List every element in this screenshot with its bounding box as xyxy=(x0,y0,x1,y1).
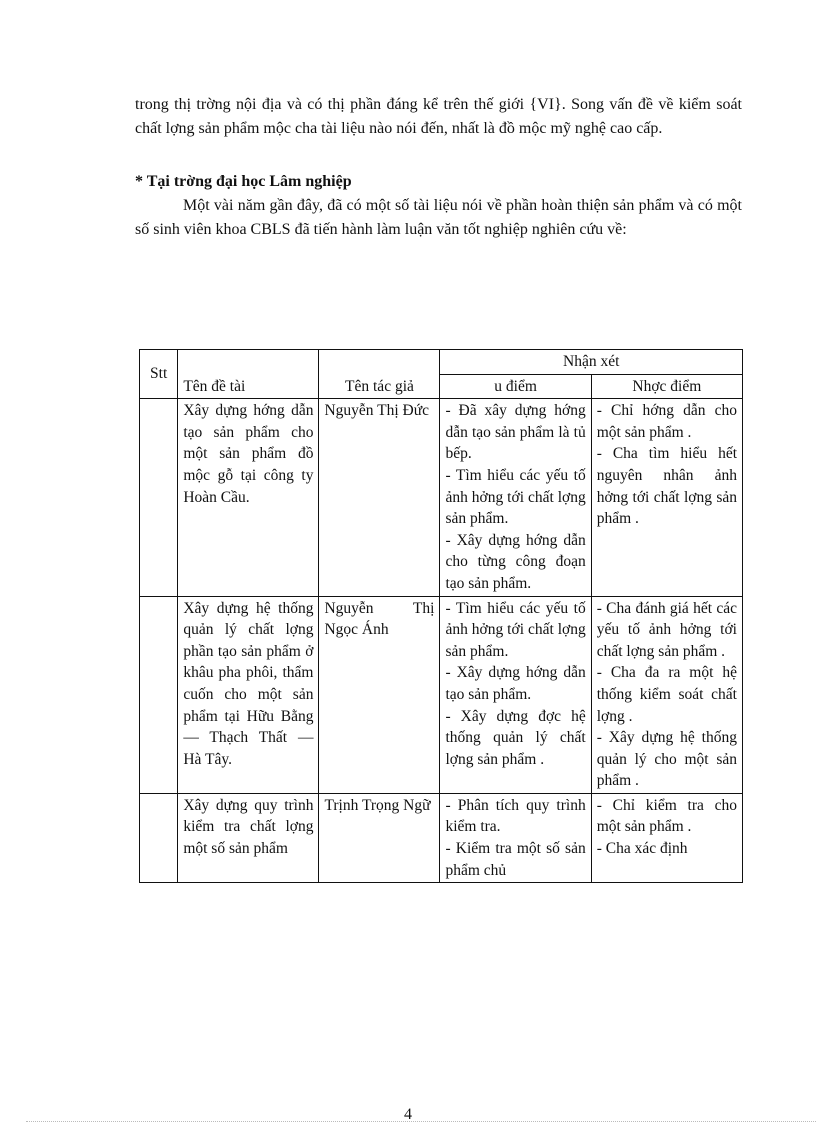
header-stt: Stt xyxy=(140,350,178,399)
row-stt xyxy=(140,399,178,596)
advantage-item: - Xây dựng hớng dẫn cho từng công đoạn tạo sản phẩm. xyxy=(445,531,586,592)
row-disadvantages xyxy=(591,399,742,596)
header-title: Tên đề tài xyxy=(178,350,319,399)
disadvantage-item: - Cha đa ra một hệ thống kiểm soát chất lợng . xyxy=(596,664,737,725)
header-author: Tên tác giả xyxy=(319,350,440,399)
disadvantage-item: - Cha xác định xyxy=(596,840,688,858)
row-author: Nguyễn Thị Đức xyxy=(319,399,440,596)
advantage-item: - Tìm hiểu các yếu tố ảnh hởng tới chất lợng sản phẩm. xyxy=(445,466,586,528)
row-advantages xyxy=(440,596,591,793)
thesis-review-table xyxy=(139,349,743,883)
disadvantage-item: - Chỉ hớng dẫn cho một sản phẩm . xyxy=(596,402,737,441)
header-advantages: u điểm xyxy=(440,374,591,399)
advantage-item: - Phân tích quy trình kiểm tra. xyxy=(445,796,586,836)
row-disadvantages xyxy=(591,596,742,793)
row-title: Xây dựng hệ thống quản lý chất lợng phần tạo sản phẩm ở khâu pha phôi, thẩm cuốn cho một sản phẩm tại Hữu Bằng — Thạch Thất — Hà Tây. xyxy=(178,596,319,793)
page-footer-divider xyxy=(26,1121,816,1122)
table-row xyxy=(140,399,743,596)
row-advantages xyxy=(440,793,591,882)
header-disadvantages: Nhợc điểm xyxy=(591,374,742,399)
row-author: Nguyễn Thị Ngọc Ánh xyxy=(319,596,440,793)
table-header-row xyxy=(140,350,743,375)
row-title: Xây dựng quy trình kiểm tra chất lợng một số sản phẩm xyxy=(178,793,319,882)
row-title: Xây dựng hớng dẫn tạo sản phẩm cho một sản phẩm đồ mộc gỗ tại công ty Hoàn Cầu. xyxy=(178,399,319,596)
advantage-item: - Xây dựng hớng dẫn tạo sản phẩm. xyxy=(445,664,586,703)
disadvantage-item: - Cha đánh giá hết các yếu tố ảnh hởng tới chất lợng sản phẩm . xyxy=(596,599,737,660)
page-number: 4 xyxy=(404,1106,412,1123)
advantage-item: - Kiểm tra một số sản phẩm chủ xyxy=(445,840,586,879)
disadvantage-item: - Xây dựng hệ thống quản lý cho một sản phẩm . xyxy=(596,729,737,790)
section-paragraph: Một vài năm gần đây, đã có một số tài liệu nói về phần hoàn thiện sản phẩm và có một số sinh viên khoa CBLS đã tiến hành làm luận văn tốt nghiệp nghiên cứu về: xyxy=(135,197,742,238)
row-stt xyxy=(140,596,178,793)
row-disadvantages xyxy=(591,793,742,882)
table-row xyxy=(140,596,743,793)
row-stt xyxy=(140,793,178,882)
intro-paragraph: trong thị trờng nội địa và có thị phần đáng kể trên thế giới {VI}. Song vấn đề về kiểm soát chất lợng sản phẩm mộc cha tài liệu nào nói đến, nhất là đồ mộc mỹ nghệ cao cấp. xyxy=(135,96,742,137)
advantage-item: - Đã xây dựng hớng dẫn tạo sản phẩm là tủ bếp. xyxy=(445,402,586,463)
row-advantages xyxy=(440,399,591,596)
table-row xyxy=(140,793,743,882)
advantage-item: - Xây dựng đợc hệ thống quản lý chất lợng sản phẩm . xyxy=(445,707,586,768)
advantage-item: - Tìm hiểu các yếu tố ảnh hởng tới chất lợng sản phẩm. xyxy=(445,599,586,660)
disadvantage-item: - Cha tìm hiểu hết nguyên nhân ảnh hởng tới chất lợng sản phẩm . xyxy=(596,445,737,528)
disadvantage-item: - Chỉ kiểm tra cho một sản phẩm . xyxy=(596,796,737,836)
header-review: Nhận xét xyxy=(440,350,743,375)
section-heading: * Tại trờng đại học Lâm nghiệp xyxy=(135,173,352,190)
row-author: Trịnh Trọng Ngữ xyxy=(319,793,440,882)
